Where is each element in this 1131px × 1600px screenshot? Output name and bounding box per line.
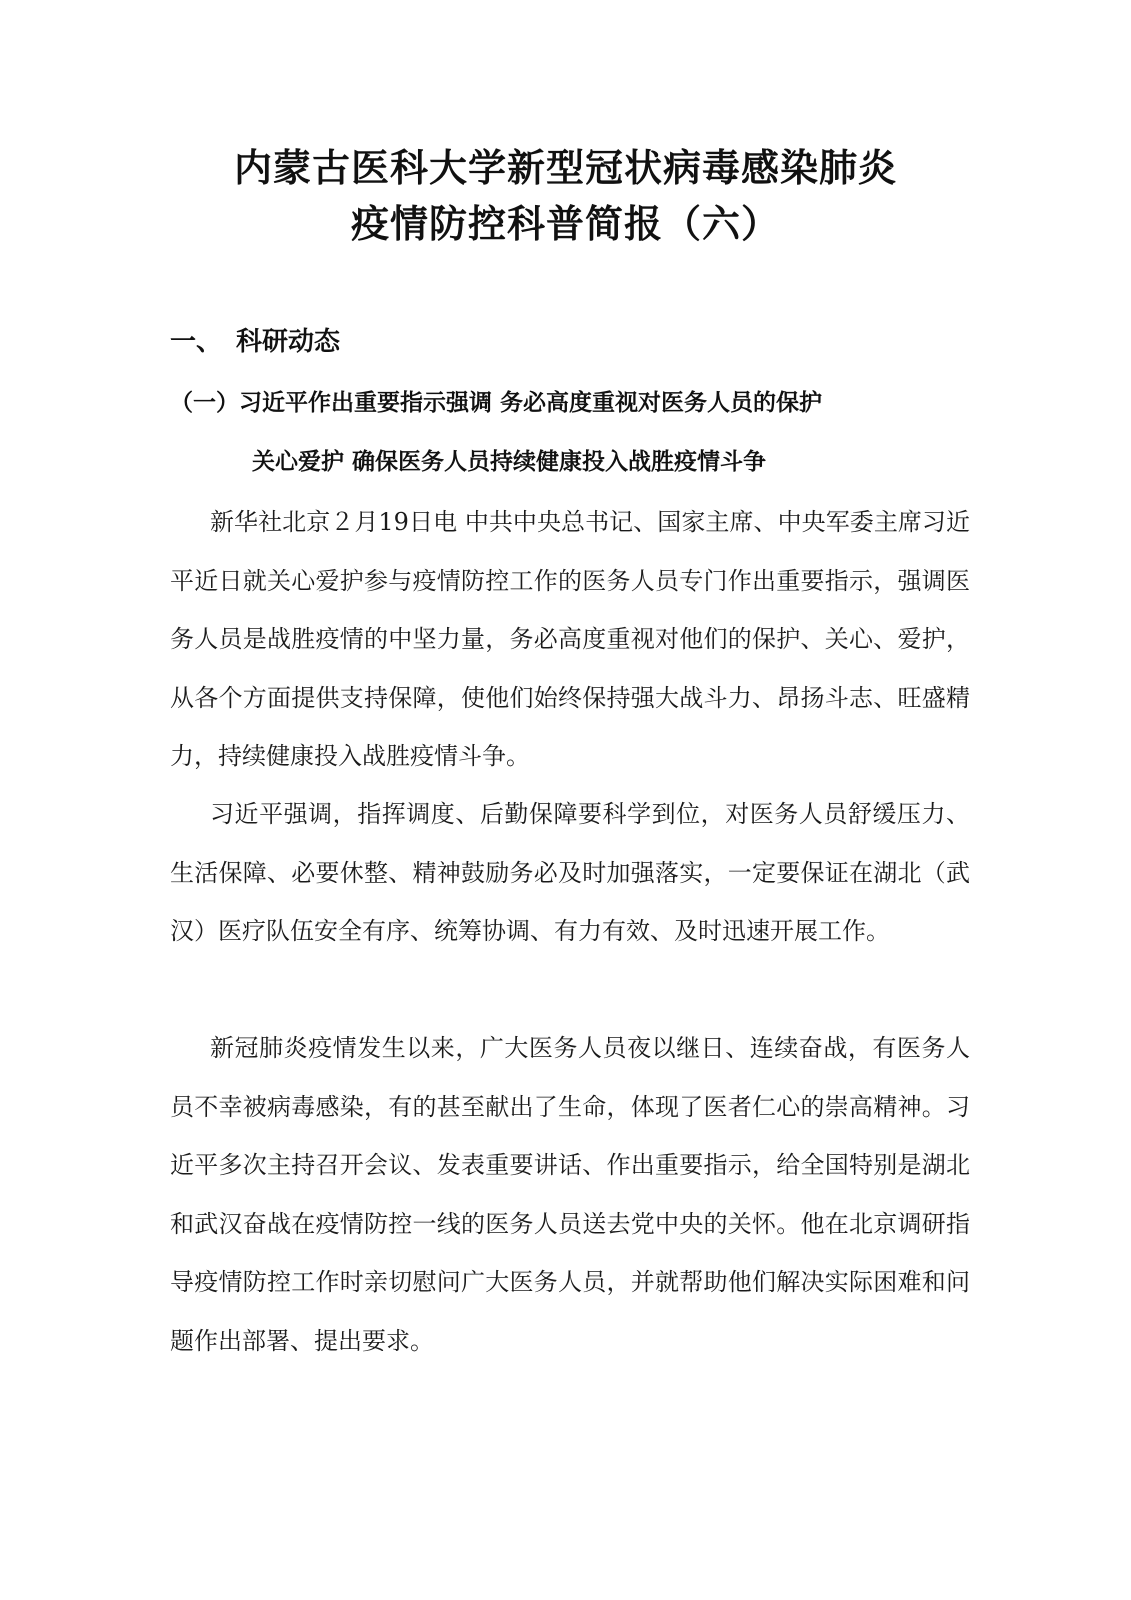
body-paragraph-1	[170, 493, 970, 786]
body-paragraph-3	[170, 1019, 970, 1370]
section-number: 一、	[170, 327, 223, 357]
document-title-line-2: 疫情防控科普简报（六）	[350, 202, 780, 246]
document-title-line-1: 内蒙古医科大学新型冠状病毒感染肺炎	[233, 146, 897, 190]
paragraph-text: 新冠肺炎疫情发生以来，广大医务人员夜以继日、连续奋战，有医务人员不幸被病毒感染，有的甚至献出了生命，体现了医者仁心的崇高精神。习近平多次主持召开会议、发表重要讲话、作出重要指示，给全国特别是湖北和武汉奋战在疫情防控一线的医务人员送去党中央的关怀。他在北京调研指导疫情防控工作时亲切慰问广大医务人员，并就帮助他们解决实际困难和问题作出部署、提出要求。	[170, 1034, 970, 1355]
subsection-heading-line-1: （一）习近平作出重要指示强调 务必高度重视对医务人员的保护	[170, 390, 823, 416]
body-paragraph-2	[170, 785, 970, 961]
paragraph-text: 习近平强调，指挥调度、后勤保障要科学到位，对医务人员舒缓压力、生活保障、必要休整、精神鼓励务必及时加强落实，一定要保证在湖北（武汉）医疗队伍安全有序、统筹协调、有力有效、及时迅速开展工作。	[170, 800, 970, 945]
subsection-heading-line-2: 关心爱护 确保医务人员持续健康投入战胜疫情斗争	[252, 449, 767, 475]
paragraph-text: 新华社北京２月19日电 中共中央总书记、国家主席、中央军委主席习近平近日就关心爱护参与疫情防控工作的医务人员专门作出重要指示，强调医务人员是战胜疫情的中坚力量，务必高度重视对他们的保护、关心、爱护，从各个方面提供支持保障，使他们始终保持强大战斗力、昂扬斗志、旺盛精力，持续健康投入战胜疫情斗争。	[170, 508, 970, 770]
section-label: 科研动态	[236, 327, 341, 357]
section-heading	[170, 322, 340, 362]
